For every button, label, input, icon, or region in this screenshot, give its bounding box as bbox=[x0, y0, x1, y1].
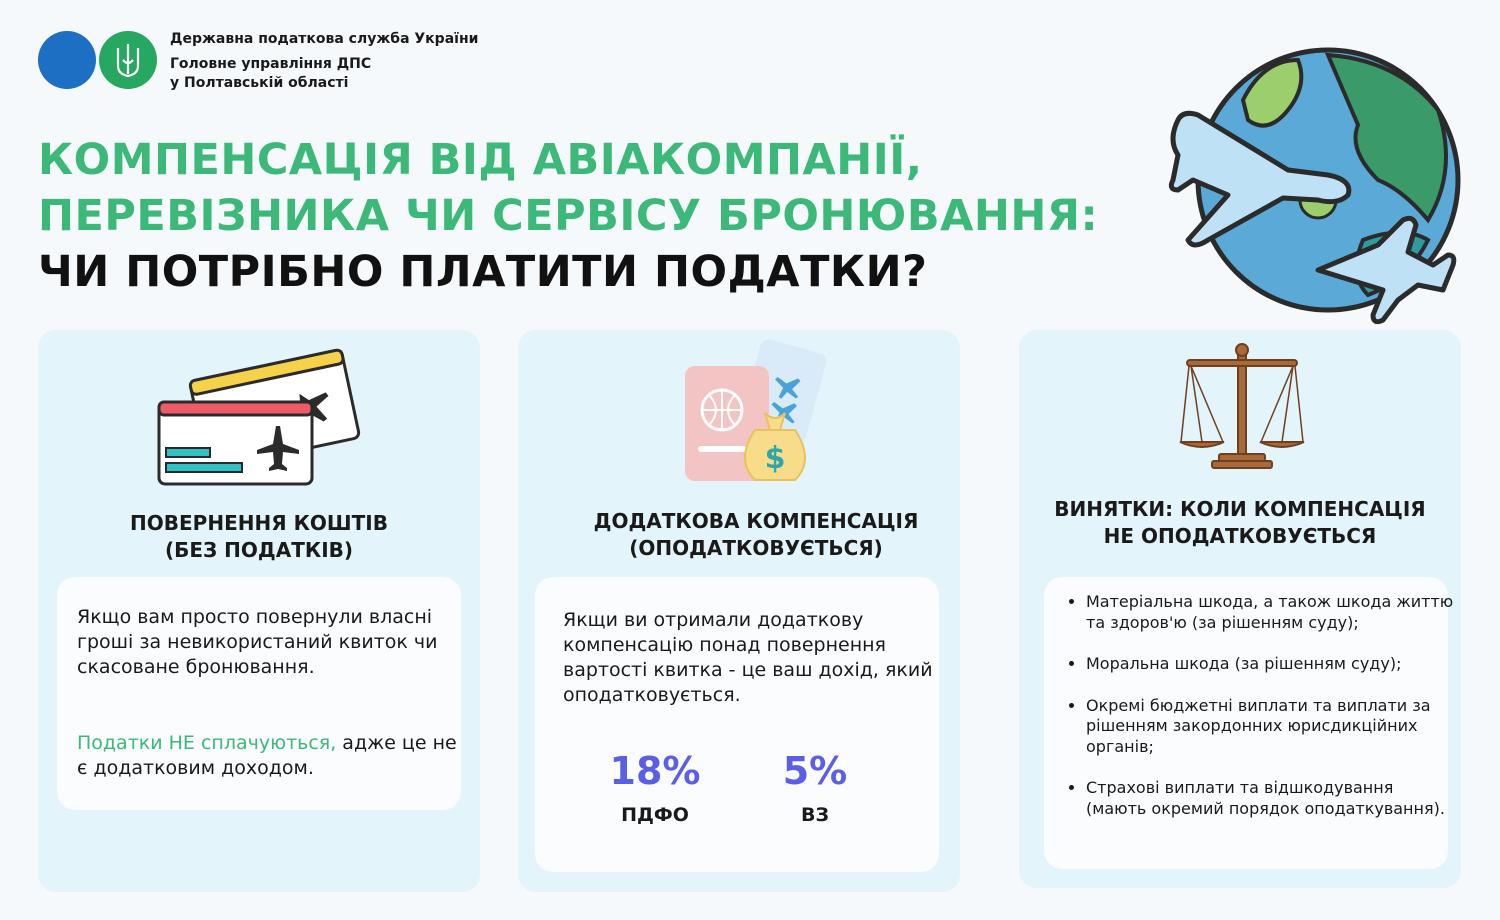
dps-logo bbox=[38, 30, 158, 90]
svg-text:$: $ bbox=[764, 441, 786, 476]
pdfo-label: ПДФО bbox=[621, 804, 689, 826]
exceptions-card bbox=[1044, 577, 1454, 869]
refund-note bbox=[77, 731, 457, 781]
exception-item: • Моральна шкода (за рішенням суду); bbox=[1086, 654, 1456, 675]
exceptions-heading bbox=[1019, 496, 1461, 550]
extra-text: Якщи ви отримали додаткову компенсацію понад повернення вартості квитка - це ваш дохід, який оподатковується. bbox=[563, 609, 933, 706]
title-line-3: ЧИ ПОТРІБНО ПЛАТИТИ ПОДАТКИ? bbox=[38, 247, 928, 297]
org-line-2: Головне управління ДПС bbox=[170, 56, 372, 72]
scales-of-justice-icon bbox=[1177, 342, 1307, 472]
extra-heading bbox=[518, 508, 994, 562]
org-line-1: Державна податкова служба України bbox=[170, 31, 479, 47]
org-line-3: у Полтавській області bbox=[170, 75, 349, 91]
exceptions-heading-line-1: ВИНЯТКИ: КОЛИ КОМПЕНСАЦІЯ bbox=[1054, 497, 1426, 521]
extra-heading-line-1: ДОДАТКОВА КОМПЕНСАЦІЯ bbox=[593, 509, 919, 533]
panel-refund bbox=[38, 330, 480, 892]
exception-item: • Матеріальна шкода, а також шкода життю та здоров'ю (за рішенням суду); bbox=[1086, 592, 1456, 633]
pdfo-rate: 18% bbox=[609, 749, 701, 793]
exception-item: • Страхові виплати та відшкодування (мають окремий порядок оподаткування). bbox=[1086, 778, 1456, 819]
exception-item: • Окремі бюджетні виплати та виплати за рішенням закордонних юрисдикційних органів; bbox=[1086, 696, 1456, 758]
extra-card bbox=[535, 577, 939, 872]
vz-rate: 5% bbox=[782, 749, 848, 793]
panel-exceptions bbox=[1019, 330, 1461, 888]
organization-name bbox=[170, 30, 478, 93]
refund-heading bbox=[38, 510, 480, 564]
refund-highlight: Податки НЕ сплачуються, bbox=[77, 732, 337, 754]
extra-heading-line-2: (ОПОДАТКОВУЄТЬСЯ) bbox=[629, 536, 883, 560]
refund-text: Якщо вам просто повернули власні гроші за невикористаний квиток чи скасоване бронювання. bbox=[77, 606, 438, 678]
logo-blue-circle-icon bbox=[38, 31, 96, 89]
page-title bbox=[38, 132, 1098, 300]
refund-note-rest: адже це не є додатковим доходом. bbox=[77, 732, 457, 779]
refund-heading-line-1: ПОВЕРНЕННЯ КОШТІВ bbox=[130, 511, 388, 535]
refund-card bbox=[57, 577, 461, 810]
vz-label: ВЗ bbox=[801, 804, 829, 826]
refund-heading-line-2: (БЕЗ ПОДАТКІВ) bbox=[164, 538, 354, 562]
title-line-1: КОМПЕНСАЦІЯ ВІД АВІАКОМПАНІЇ, bbox=[38, 135, 923, 185]
passport-money-bag-icon bbox=[680, 338, 830, 488]
panel-extra-compensation bbox=[518, 330, 960, 892]
globe-airplane-icon bbox=[1168, 40, 1468, 330]
exceptions-list bbox=[1064, 592, 1456, 840]
title-line-2: ПЕРЕВІЗНИКА ЧИ СЕРВІСУ БРОНЮВАННЯ: bbox=[38, 191, 1099, 241]
plane-tickets-icon bbox=[156, 344, 366, 489]
exceptions-heading-line-2: НЕ ОПОДАТКОВУЄТЬСЯ bbox=[1103, 524, 1377, 548]
